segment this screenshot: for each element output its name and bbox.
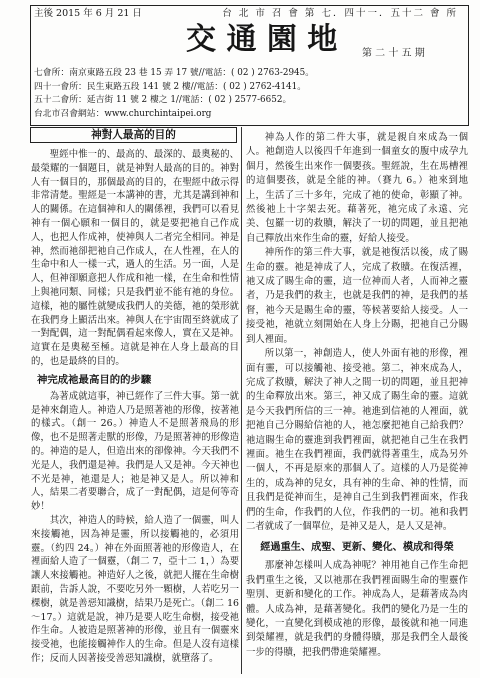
church-name: 台 北 市 召 會 第 七．四十一．五十二 會 所: [222, 8, 458, 19]
article-paragraph: 神所作的第三件大事，就是祂復活以後，成了賜生命的靈。祂是神成了人，完成了救贖。在復活裡，祂又成了賜生命的靈，這一位神而人者，人而神之靈者，乃是我們的救主，也就是我們的神，是我們的基督，祂今天是賜生命的靈，等候著要給人接受。人一接受祂，祂就立刻開始在人身上分賜，把祂自己分賜到人裡面。: [246, 247, 468, 345]
website-line: 台北市召會網站：www.churchintaipei.org: [34, 108, 212, 119]
column-divider: [241, 127, 242, 674]
article-paragraph: 為著成就這事，神已經作了三件大事。第一就是神來創造人。神造人乃是照著祂的形像，按著祂的樣式。（創一 26。）神造人不是照著飛鳥的形像，也不是照著走獸的形像，乃是照著神的形像造的。神造的是人，但造出來的卻像神。今天我們不光是人，我們還是神。我們是人又是神。今天神也不光是神，祂還是人；祂是神又是人。所以神和人，結果二者要聯合，成了一對配偶，這是何等奇妙！: [31, 390, 239, 513]
section-heading: 經過重生、成聖、更新、變化、模成和得榮: [260, 541, 454, 554]
issue-date: 主後 2015 年 6 月 21 日: [34, 8, 142, 19]
address-line: 七會所：南京東路五段 23 巷 15 弄 17 號//電話：( 02 ) 2763-2945。: [34, 68, 315, 78]
section-heading: 神完成祂最高目的的步驟: [37, 373, 152, 386]
address-line: 五十二會所：延吉街 11 號 2 樓之 1//電話：( 02 ) 2577-6652。: [34, 95, 292, 105]
section-title-box: 神對人最高的目的: [30, 127, 237, 143]
issue-number: 第 二 十 五 期: [362, 48, 425, 59]
right-column: [246, 131, 468, 674]
article-paragraph: 那麼神怎樣叫人成為神呢？神用祂自己作生命把我們重生之後，又以祂那在我們裡面賜生命的聖靈作聖別、更新和變化的工作。神成為人，是藉著成為肉體。人成為神，是藉著變化。我們的變化乃是一生的變化，一直變化到模成祂的形像，最後就和祂一同進到榮耀裡，就是我們的身體得贖，那是我們全人最後一步的得贖，把我們帶進榮耀裡。: [246, 560, 468, 658]
address-block: [34, 67, 464, 121]
article-paragraph: 神為人作的第二件大事，就是親自來成為一個人。祂創造人以後四千年進到一個童女的腹中成孕九個月，然後生出來作一個嬰孩。聖經說，生在馬槽裡的這個嬰孩，就是全能的神。（賽九 6。）祂來到地上，生活了三十多年，完成了祂的使命，彰顯了神。然後祂上十字架去死。藉著死，祂完成了永遠、完美、包羅一切的救贖，解決了一切的問題，並且把祂自己釋放出來作生命的靈，好給人接受。: [246, 132, 468, 244]
left-column: [31, 148, 239, 674]
article-paragraph: 所以第一，神創造人，使人外面有祂的形像，裡面有靈，可以接觸祂、接受祂。第二，神來成為人，完成了救贖，解決了神人之間一切的問題，並且把神的生命釋放出來。第三，神又成了賜生命的靈。這就是今天我們所信的三一神。祂進到信祂的人裡面，就把祂自己分賜給信祂的人，祂怎麼把祂自己給我們？祂這賜生命的靈進到我們裡面，就把祂自己生在我們裡面。祂生在我們裡面，我們就得著重生，成為另外一個人，不再是原來的那個人了。這樣的人乃是從神生的，成為神的兒女，具有神的生命、神的性情，而且我們是從神而生，是神自己生到我們裡面來，作我們的生命，作我們的人位，作我們的一切。祂和我們二者就成了一個單位，是神又是人，是人又是神。: [246, 348, 468, 532]
bulletin-title: 交 通 園 地: [186, 22, 338, 57]
article-paragraph: 其次，神造人的時候，給人造了一個靈，叫人來接觸祂，因為神是靈，所以接觸祂的，必須用靈。（約四 24。）神在外面照著祂的形像造人，在裡面給人造了一個靈，（創二 7，亞十二 1，）為要讓人來接觸祂。神造好人之後，就把人擺在生命樹跟前，告訴人說，不要吃另外一顆樹，人若吃另一棵樹，就是善惡知識樹，結果乃是死亡。（創二 16～17。）這就是說，神乃是要人吃生命樹，接受祂作生命。人被造是照著神的形像，並且有一個靈來接受祂，也能接觸神作人的生命。但是人沒有這樣作；反而人因著接受善惡知識樹，就墮落了。: [31, 514, 239, 664]
address-line: 四十一會所：民生東路五段 141 號 2 樓//電話：( 02 ) 2762-4141。: [34, 81, 307, 92]
article-paragraph: 聖經中惟一的、最高的、最深的、最奧秘的、最榮耀的一個題目，就是神對人最高的目的。神對人有一個目的，那個最高的目的，在聖經中啟示得非常清楚。聖經是一本講神的書，尤其是講到神和人的關係。在這個神和人的關係裡，我們可以看見神有一個心願和一個目的，就是要把祂自己作成人，也把人作成神，使神與人二者完全相同。神是神，然而祂卻把祂自己作成人，在人性裡，在人的生命中和人一樣一式，過人的生活。另一面，人是人，但神卻願意把人作成和祂一樣，在生命和性情上與祂同類、同樣；只是我們並不能有祂的身位。這樣，祂的屬性就變成我們人的美德，祂的榮形就在我們身上顯活出來。神與人在宇宙間至終就成了一對配偶，這一對配偶看起來像人，實在又是神。這實在是奧秘至極。這就是神在人身上最高的目的，也是最終的目的。: [31, 149, 239, 367]
